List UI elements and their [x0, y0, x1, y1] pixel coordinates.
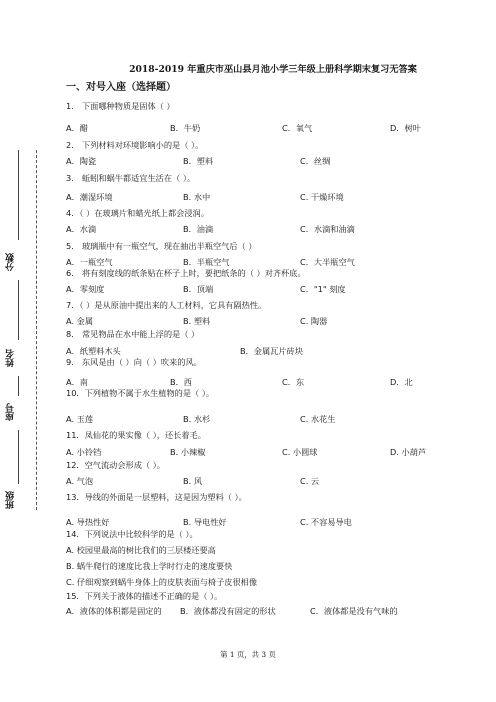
answer-option: B. 水中	[183, 192, 211, 202]
answer-option: C．"1" 刻度	[300, 284, 346, 294]
answer-option: C. 干燥环境	[300, 192, 344, 202]
question-line: 1． 下面哪种物质是固体（ ）	[66, 101, 175, 111]
answer-option: B. 导电性好	[183, 517, 227, 527]
question-line: 4．（ ）在玻璃片和蜡光纸上都会浸润。	[66, 208, 209, 218]
answer-option: C．丝绸	[300, 156, 331, 166]
answer-option: B．油滴	[183, 224, 214, 234]
answer-option: B. 小辣椒	[170, 447, 206, 457]
answer-option: A．潮湿环境	[66, 192, 113, 202]
answer-option: A．零刻度	[66, 284, 105, 294]
answer-option: C．氧气	[282, 123, 313, 133]
question-line: B. 蜗牛爬行的速度比我上学时行走的速度要快	[66, 561, 233, 571]
class-underline	[18, 430, 20, 484]
question-line: 7．（ ）是从原油中提出来的人工材料，它具有隔热性。	[66, 300, 267, 310]
section-heading: 一、对号入座（选择题）	[66, 82, 176, 93]
answer-option: A．水滴	[66, 224, 97, 234]
binding-dashed-line	[36, 150, 37, 510]
answer-option: B．半瓶空气	[183, 257, 230, 267]
question-line: C. 仔细观察到蜗牛身体上的皮肤表面与椅子皮很相像	[66, 577, 258, 587]
number-label: 座号	[6, 403, 16, 421]
answer-option: A．陶瓷	[66, 156, 97, 166]
answer-option: A. 小铃铛	[66, 447, 102, 457]
answer-option: A. 金属	[66, 316, 94, 326]
answer-option: B．牛奶	[170, 123, 201, 133]
answer-option: C．水滴和油滴	[300, 224, 355, 234]
answer-option: B．塑料	[183, 156, 214, 166]
number-underline	[18, 376, 20, 396]
answer-option: A．南	[66, 377, 88, 387]
question-line: 15．下列关于液体的描述不正确的是（ ）。	[66, 591, 223, 601]
answer-option: D．树叶	[390, 123, 421, 133]
answer-option: B．液体都没有固定的形状	[180, 606, 276, 616]
question-line: 14．下列说法中比较科学的是（ ）。	[66, 529, 198, 539]
question-line: 2． 下列材料对环境影响小的是（ ）。	[66, 140, 204, 150]
answer-option: B. 风	[183, 476, 203, 486]
question-line: 9． 东风是由（ ）向（ ）吹来的风。	[66, 357, 202, 367]
question-line: 8． 常见物品在水中能上浮的是（ ）	[66, 329, 200, 339]
answer-option: C. 水花生	[300, 414, 336, 424]
answer-option: B. 塑料	[183, 316, 211, 326]
name-label: 姓名	[6, 349, 16, 367]
answer-option: B．西	[170, 377, 192, 387]
answer-option: C．大半瓶空气	[300, 257, 355, 267]
answer-option: C. 云	[300, 476, 320, 486]
answer-option: C．液体都是没有气味的	[310, 606, 398, 616]
answer-option: B. 水杉	[183, 414, 211, 424]
page-title: 2018-2019 年重庆市巫山县月池小学三年级上册科学期末复习无答案	[129, 64, 417, 75]
answer-option: C. 小圆球	[282, 447, 318, 457]
answer-option: A. 导热性好	[66, 517, 110, 527]
question-line: A. 校园里最高的树比我们的三层楼还要高	[66, 545, 216, 555]
answer-option: C. 不容易导电	[300, 517, 352, 527]
answer-option: A．液体的体积都是固定的	[66, 606, 162, 616]
answer-option: B．顶端	[183, 284, 214, 294]
answer-option: B．金属瓦片砖块	[240, 346, 303, 356]
answer-option: A. 气泡	[66, 476, 94, 486]
answer-option: D．北	[390, 377, 413, 387]
answer-option: C．东	[282, 377, 305, 387]
question-line: 13．导线的外面是一层塑料，这是因为塑料（ ）。	[66, 492, 247, 502]
answer-option: A．纸塑料木头	[66, 346, 121, 356]
question-line: 5． 玻璃瓶中有一瓶空气，现在抽出半瓶空气后（ ）	[66, 241, 257, 251]
question-line: 11．凤仙花的果实像（ ），还长着毛。	[66, 430, 206, 440]
question-line: 3． 蚯蚓和蜗牛都适宜生活在（ ）。	[66, 173, 196, 183]
score-underline	[18, 150, 20, 240]
question-line: 10．下列植物不属于水生植物的是（ ）。	[66, 388, 215, 398]
page-footer: 第 1 页，共 3 页	[220, 650, 276, 659]
class-label: 班级	[6, 491, 16, 509]
answer-option: A．醋	[66, 123, 88, 133]
score-label: 分数	[6, 253, 16, 271]
answer-option: A．一瓶空气	[66, 257, 113, 267]
answer-option: D. 小葫芦	[390, 447, 427, 457]
name-underline	[18, 280, 20, 340]
question-line: 6． 将有刻度线的纸条贴在杯子上时，要把纸条的（ ）对齐杯底。	[66, 268, 306, 278]
answer-option: A. 玉莲	[66, 414, 94, 424]
question-line: 12．空气流动会形成（ ）。	[66, 460, 165, 470]
answer-option: C. 陶器	[300, 316, 328, 326]
